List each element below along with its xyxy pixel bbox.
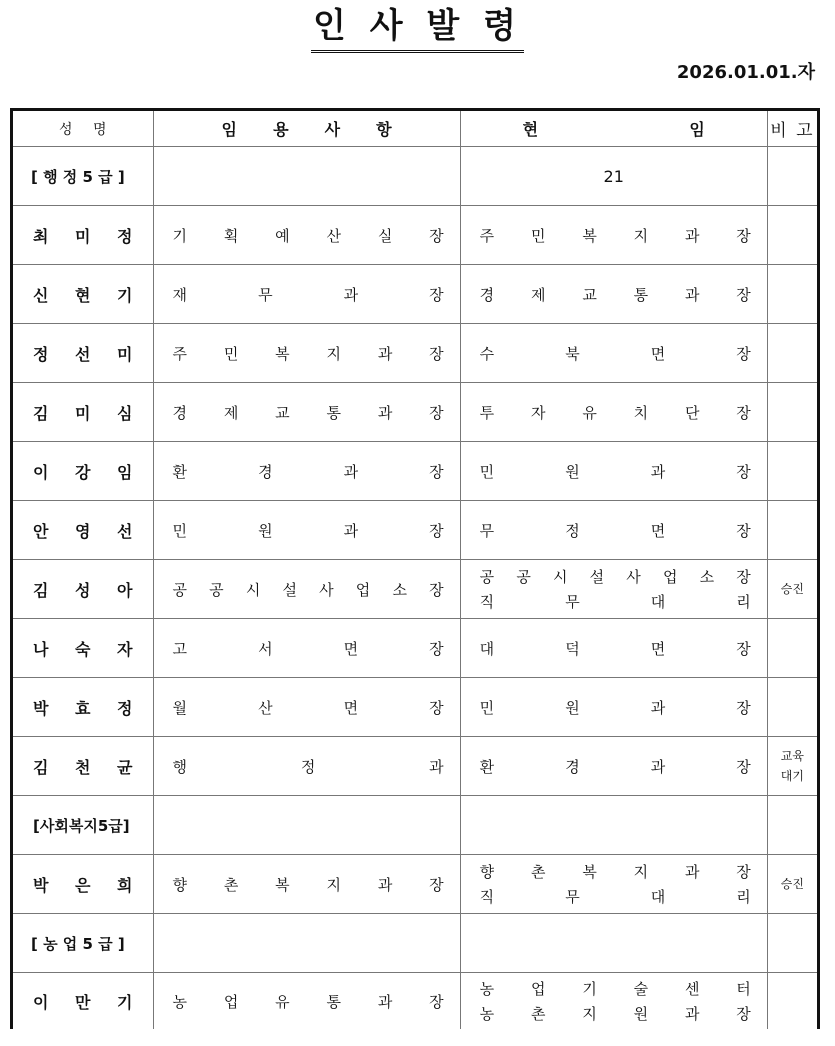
appointment-position: 농 업 유 통 과 장 (172, 992, 444, 1011)
table-row (12, 206, 819, 265)
current-position (461, 978, 767, 1024)
table-row (12, 560, 819, 619)
table-row (12, 265, 819, 324)
header-current-label: 현 임 (522, 120, 705, 139)
current-position-line: 공 공 시 설 사 업 소 장 (479, 568, 751, 586)
person-name: 나 숙 자 (33, 639, 133, 659)
issue-date: 2026.01.01.자 (676, 62, 815, 83)
current-position: 민 원 과 장 (479, 698, 751, 717)
current-position: 경 제 교 통 과 장 (479, 285, 751, 304)
person-name: 김 성 아 (33, 580, 133, 600)
current-position: 수 북 면 장 (479, 344, 751, 363)
appointment-position: 경 제 교 통 과 장 (172, 403, 444, 422)
current-position-line: 직 무 대 리 (479, 888, 751, 906)
grade-row-agri (12, 914, 819, 973)
person-name: 안 영 선 (33, 521, 133, 541)
header-note: 비 고 (767, 110, 818, 147)
current-position-line: 농 업 기 술 센 터 (479, 980, 751, 998)
person-name: 김 미 심 (33, 403, 133, 423)
remark: 교육 대기 (780, 749, 804, 783)
personnel-table (10, 108, 820, 1029)
appointment-position: 재 무 과 장 (172, 285, 444, 304)
table-header-row (12, 110, 819, 147)
page-title-wrap (0, 4, 835, 53)
appointment-position: 행 정 과 (172, 757, 444, 776)
appointment-position: 민 원 과 장 (172, 521, 444, 540)
header-name: 성 명 (12, 110, 154, 147)
remark: 승진 (780, 582, 804, 596)
appointment-position: 고 서 면 장 (172, 639, 444, 658)
person-name: 박 효 정 (33, 698, 133, 718)
person-name: 최 미 정 (33, 226, 133, 246)
appointment-position: 주 민 복 지 과 장 (172, 344, 444, 363)
table-row (12, 383, 819, 442)
grade-label: [ 농 업 5 급 ] (31, 934, 125, 953)
grade-row-admin (12, 147, 819, 206)
table-row (12, 324, 819, 383)
table-row (12, 973, 819, 1030)
grade-label: [ 행 정 5 급 ] (31, 167, 125, 186)
person-name: 정 선 미 (33, 344, 133, 364)
header-appointment-label: 임 용 사 항 (221, 120, 392, 139)
person-name: 신 현 기 (33, 285, 133, 305)
grade-row-welfare (12, 796, 819, 855)
table-row (12, 442, 819, 501)
appointment-position: 공 공 시 설 사 업 소 장 (172, 580, 444, 599)
current-position: 대 덕 면 장 (479, 639, 751, 658)
person-name: 박 은 희 (33, 875, 133, 895)
table-row (12, 501, 819, 560)
appointment-position: 기 획 예 산 실 장 (172, 226, 444, 245)
current-position: 주 민 복 지 과 장 (479, 226, 751, 245)
person-name: 김 천 균 (33, 757, 133, 777)
grade-label: [사회복지5급] (33, 816, 130, 835)
table-row (12, 619, 819, 678)
header-appointment (153, 110, 460, 147)
table-row (12, 737, 819, 796)
current-position: 환 경 과 장 (479, 757, 751, 776)
person-name: 이 강 임 (33, 462, 133, 482)
page-title: 인 사 발 령 (311, 4, 524, 53)
current-position (461, 861, 767, 907)
current-position-line: 향 촌 복 지 과 장 (479, 863, 751, 881)
appointment-position: 환 경 과 장 (172, 462, 444, 481)
current-position: 투 자 유 치 단 장 (479, 403, 751, 422)
table-row (12, 678, 819, 737)
appointment-position: 월 산 면 장 (172, 698, 444, 717)
person-name: 이 만 기 (33, 992, 133, 1012)
current-position: 민 원 과 장 (479, 462, 751, 481)
current-position: 무 정 면 장 (479, 521, 751, 540)
grade-current-value: 21 (603, 166, 624, 186)
current-position-line: 농 촌 지 원 과 장 (479, 1005, 751, 1023)
appointment-position: 향 촌 복 지 과 장 (172, 875, 444, 894)
current-position-line: 직 무 대 리 (479, 593, 751, 611)
current-position (461, 566, 767, 612)
header-current (460, 110, 767, 147)
table-row (12, 855, 819, 914)
remark: 승진 (780, 877, 804, 891)
